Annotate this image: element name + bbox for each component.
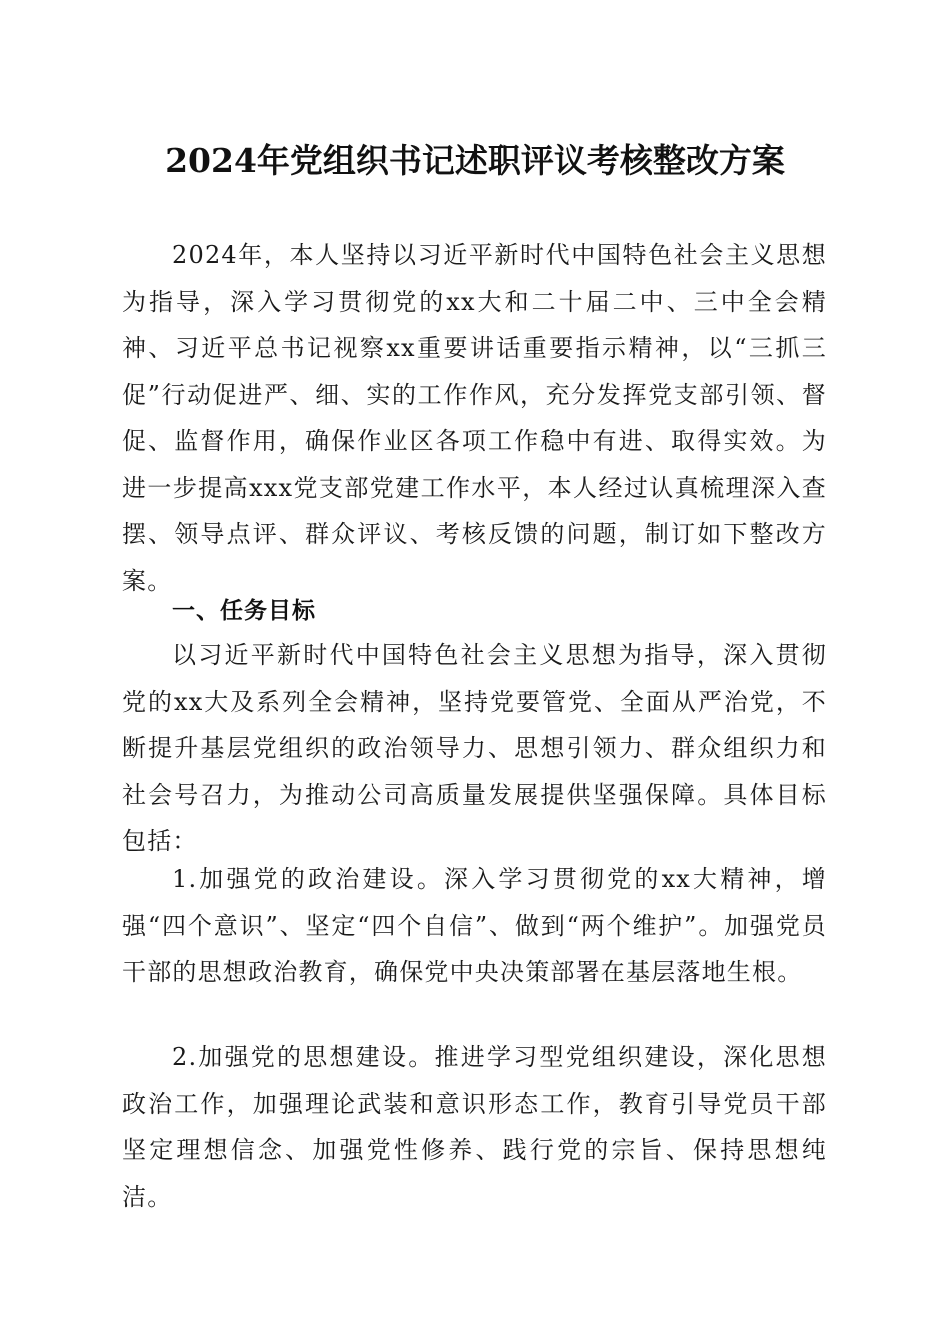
item1-block [122,856,827,996]
document-title: 2024年党组织书记述职评议考核整改方案 [165,141,785,180]
section-heading-task-goals: 一、任务目标 [172,598,316,624]
intro-block [122,232,827,604]
section1-block [122,632,827,865]
goal-item-political: 1.加强党的政治建设。深入学习贯彻党的xx大精神，增强“四个意识”、坚定“四个自信”、做到“两个维护”。加强党员干部的思想政治教育，确保党中央决策部署在基层落地生根。 [122,865,827,986]
item2-block [122,1034,827,1220]
goal-item-ideological: 2.加强党的思想建设。推进学习型党组织建设，深化思想政治工作，加强理论武装和意识形态工作，教育引导党员干部坚定理想信念、加强党性修养、践行党的宗旨、保持思想纯洁。 [122,1043,827,1211]
section1-paragraph: 以习近平新时代中国特色社会主义思想为指导，深入贯彻党的xx大及系列全会精神，坚持党要管党、全面从严治党，不断提升基层党组织的政治领导力、思想引领力、群众组织力和社会号召力，为推动公司高质量发展提供坚强保障。具体目标包括： [122,641,827,855]
intro-paragraph: 2024年，本人坚持以习近平新时代中国特色社会主义思想为指导，深入学习贯彻党的xx大和二十届二中、三中全会精神、习近平总书记视察xx重要讲话重要指示精神，以“三抓三促”行动促进严、细、实的工作作风，充分发挥党支部引领、督促、监督作用，确保作业区各项工作稳中有进、取得实效。为进一步提高xxx党支部党建工作水平，本人经过认真梳理深入查摆、领导点评、群众评议、考核反馈的问题，制订如下整改方案。 [122,241,827,595]
